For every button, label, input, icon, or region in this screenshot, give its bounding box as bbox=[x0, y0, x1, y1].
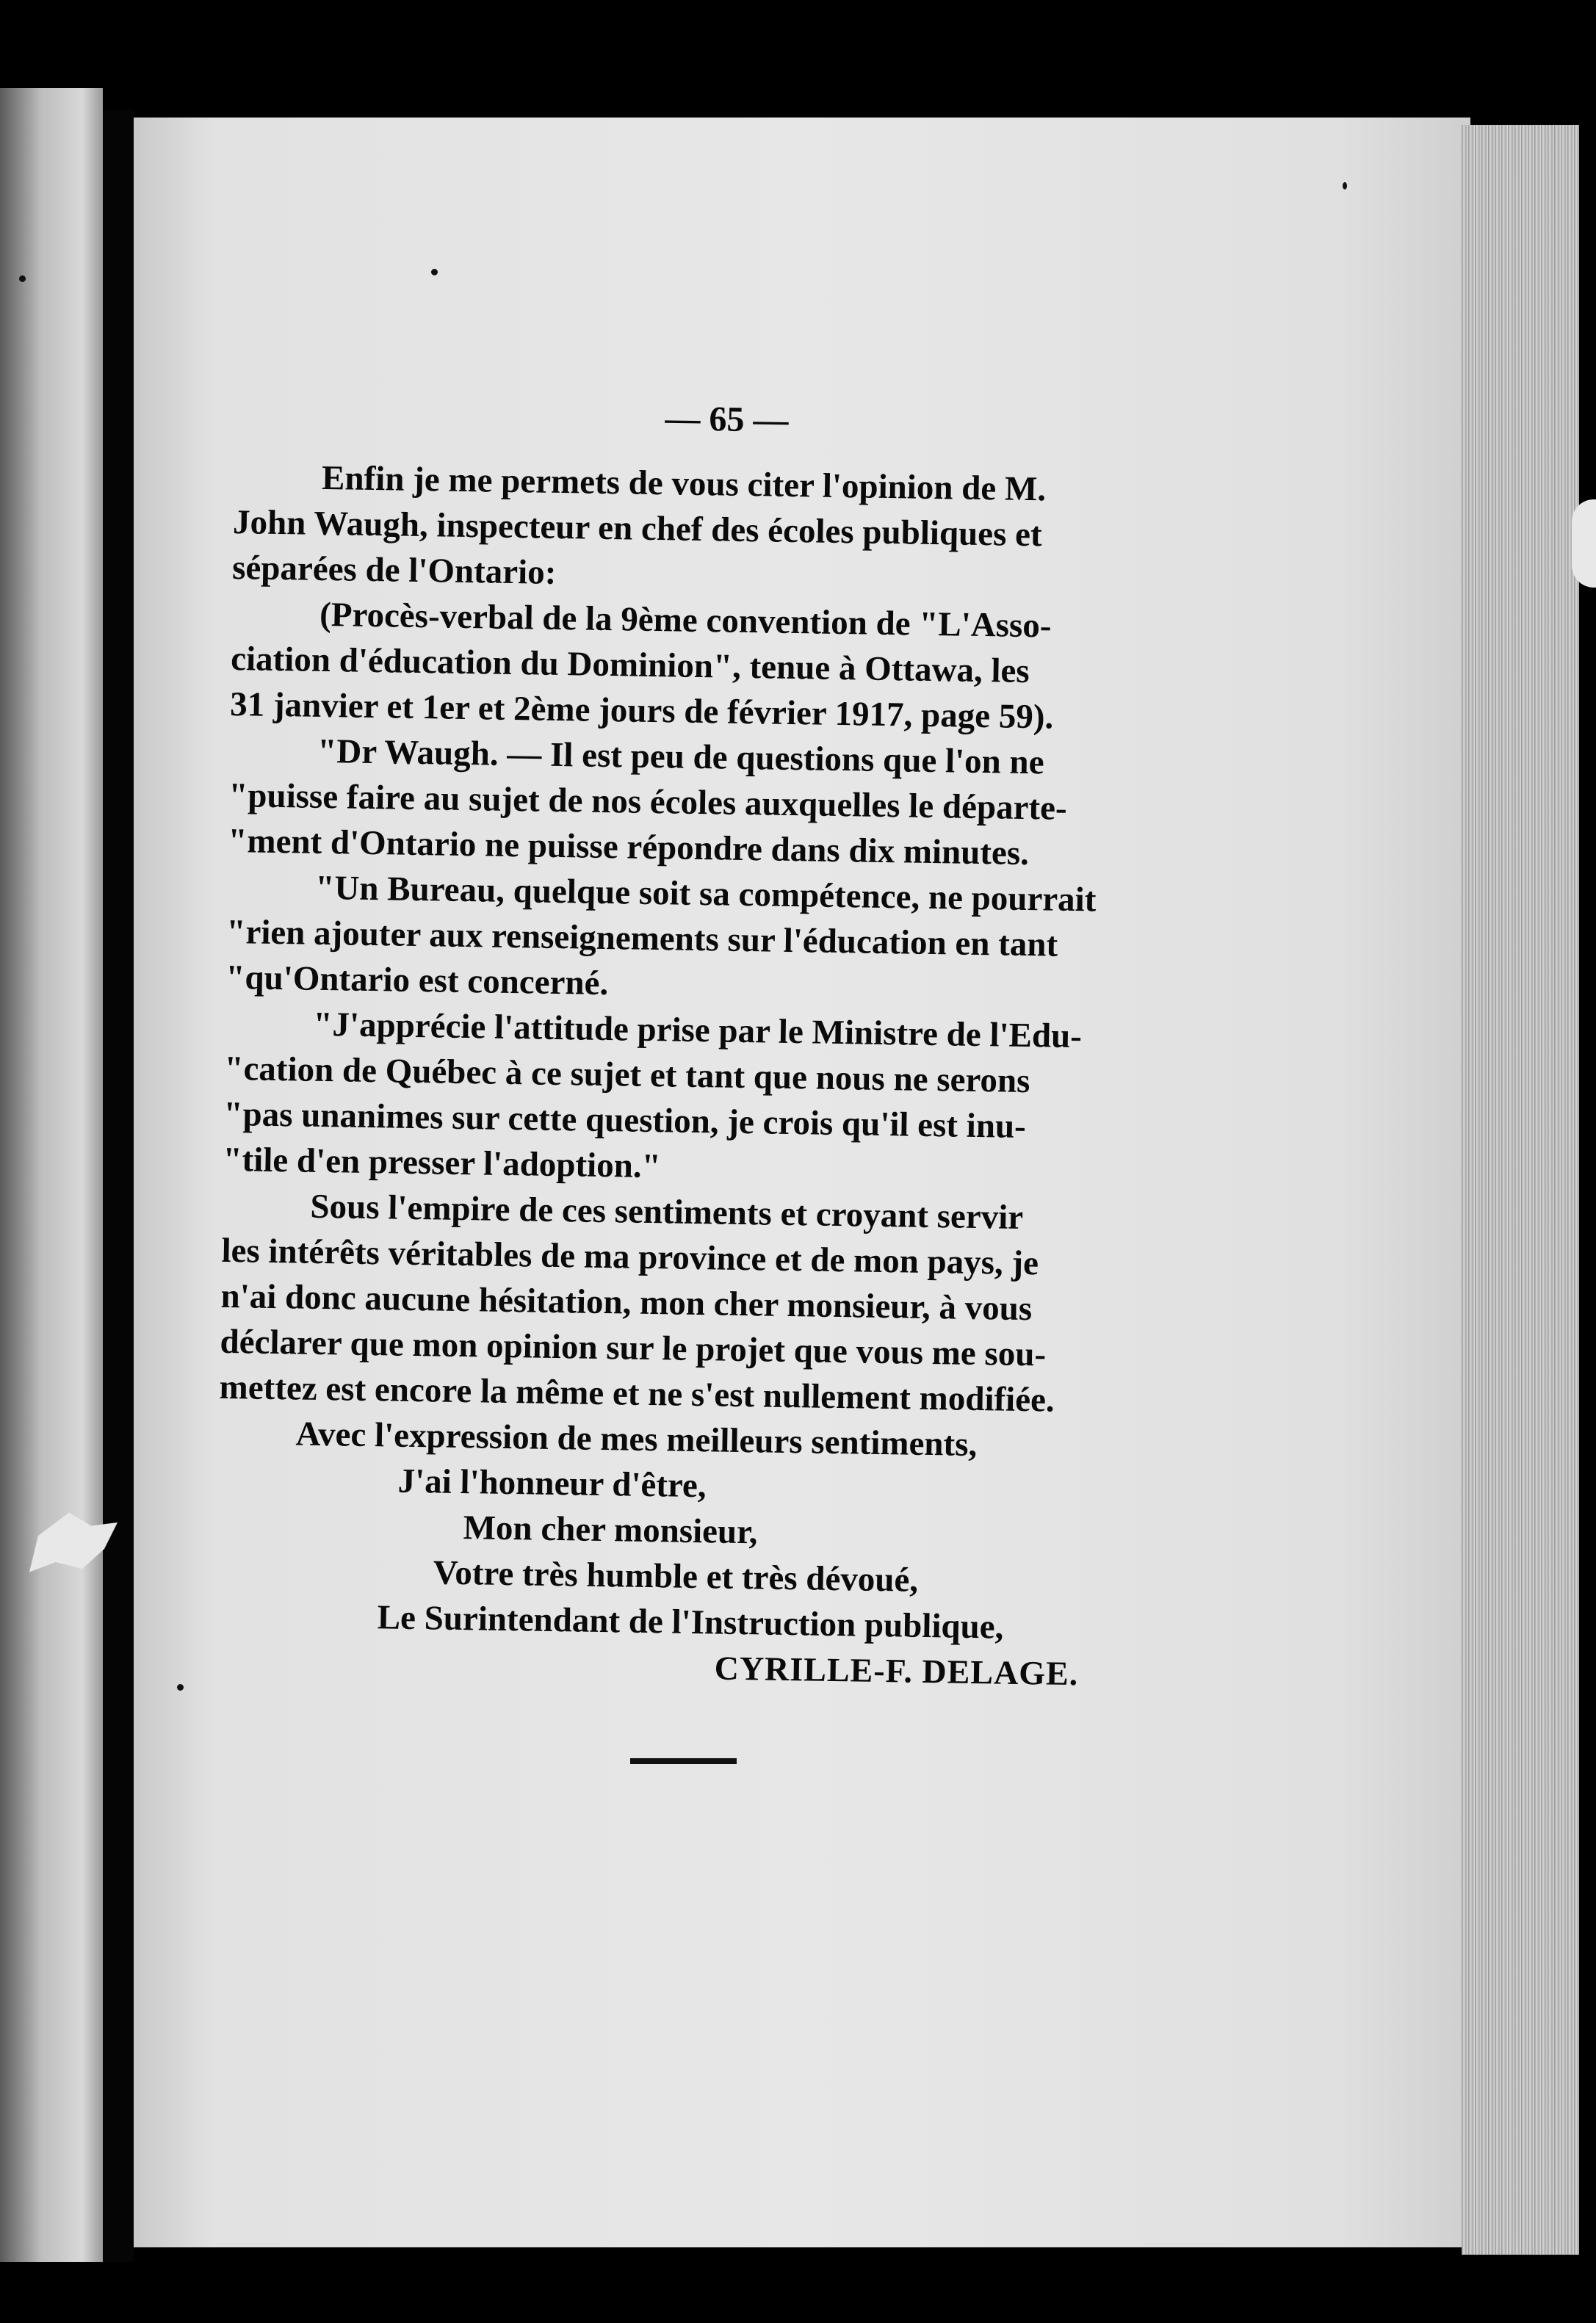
document-text bbox=[214, 389, 1175, 1698]
paragraph-1 bbox=[232, 454, 1174, 605]
ink-speck bbox=[177, 1684, 184, 1691]
text-line: "J'apprécie l'attitude prise par le Ministre de l'Edu- bbox=[313, 1005, 1083, 1056]
page-corner-fragment bbox=[1572, 499, 1596, 588]
closing-line: Le Surintendant de l'Instruction publique, bbox=[377, 1598, 1004, 1647]
text-line: "rien ajouter aux renseignements sur l'éducation en tant bbox=[225, 912, 1058, 964]
text-line: les intérêts véritables de ma province et de mon pays, je bbox=[221, 1231, 1039, 1283]
paragraph-6 bbox=[219, 1182, 1163, 1425]
text-line: déclarer que mon opinion sur le projet que vous me sou- bbox=[220, 1322, 1047, 1374]
text-line: "pas unanimes sur cette question, je crois qu'il est inu- bbox=[223, 1094, 1027, 1146]
text-line: "tile d'en presser l'adoption." bbox=[223, 1140, 662, 1186]
letter-closing bbox=[214, 1410, 1159, 1698]
paragraph-3 bbox=[228, 727, 1170, 878]
closing-line: Mon cher monsieur, bbox=[463, 1509, 758, 1552]
text-line: Enfin je me permets de vous citer l'opinion de M. bbox=[321, 458, 1047, 509]
text-line: séparées de l'Ontario: bbox=[231, 548, 557, 592]
text-line: "ment d'Ontario ne puisse répondre dans dix minutes. bbox=[227, 821, 1030, 873]
text-line: mettez est encore la même et ne s'est nullement modifiée. bbox=[219, 1368, 1055, 1420]
text-line: "cation de Québec à ce sujet et tant que nous ne serons bbox=[224, 1049, 1030, 1101]
signature-name: CYRILLE-F. DELAGE. bbox=[714, 1649, 1079, 1693]
page-stack-edge bbox=[1462, 125, 1579, 2255]
book-gutter bbox=[103, 110, 134, 2262]
text-line: n'ai donc aucune hésitation, mon cher monsieur, à vous bbox=[220, 1276, 1033, 1329]
text-line: "puisse faire au sujet de nos écoles auxquelles le départe- bbox=[228, 776, 1068, 828]
page-number: — 65 — bbox=[665, 399, 789, 440]
ink-speck bbox=[1343, 182, 1347, 189]
end-rule bbox=[630, 1758, 737, 1764]
paragraph-2 bbox=[230, 590, 1172, 742]
text-line: ciation d'éducation du Dominion", tenue à Ottawa, les bbox=[230, 639, 1030, 691]
text-line: John Waugh, inspecteur en chef des écoles publiques et bbox=[232, 502, 1043, 554]
text-line: "Un Bureau, quelque soit sa compétence, ne pourrait bbox=[314, 868, 1097, 920]
text-line: Sous l'empire de ces sentiments et croyant servir bbox=[310, 1187, 1024, 1237]
closing-line: Votre très humble et très dévoué, bbox=[433, 1553, 919, 1600]
ink-speck bbox=[431, 269, 438, 275]
text-line: 31 janvier et 1er et 2ème jours de février 1917, page 59). bbox=[229, 684, 1054, 737]
text-line: (Procès-verbal de la 9ème convention de "L'Asso- bbox=[319, 595, 1052, 646]
facing-page-edge bbox=[0, 88, 103, 2262]
closing-line: J'ai l'honneur d'être, bbox=[397, 1462, 707, 1506]
ink-speck bbox=[19, 275, 26, 282]
closing-line: Avec l'expression de mes meilleurs sentiments, bbox=[295, 1415, 978, 1464]
text-line: "Dr Waugh. — Il est peu de questions que l'on ne bbox=[317, 731, 1044, 782]
paragraph-4 bbox=[225, 864, 1168, 1015]
text-line: "qu'Ontario est concerné. bbox=[225, 958, 609, 1003]
paragraph-5 bbox=[223, 1000, 1166, 1197]
